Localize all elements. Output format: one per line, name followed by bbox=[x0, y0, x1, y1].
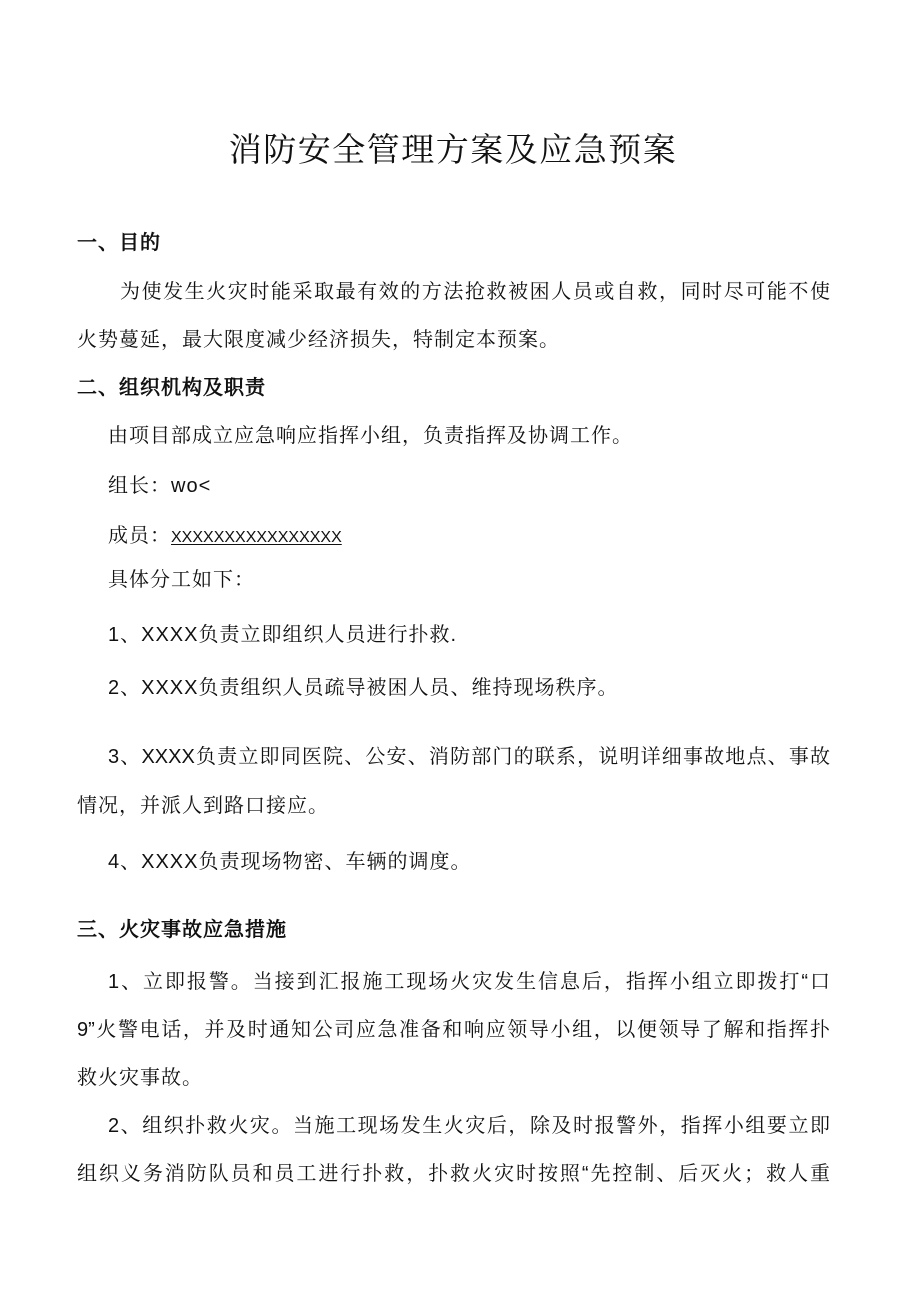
leader-row bbox=[108, 471, 211, 501]
organization-intro: 由项目部成立应急响应指挥小组，负责指挥及协调工作。 bbox=[108, 425, 633, 447]
duty-item-continuation: 情况，并派人到路口接应。 bbox=[77, 795, 329, 817]
document-title: 消防安全管理方案及应急预案 bbox=[228, 131, 678, 168]
duty-item: 4、XXXX负责现场物密、车辆的调度。 bbox=[108, 851, 472, 873]
section-heading-purpose: 一、目的 bbox=[77, 232, 161, 254]
paragraph-line: 火势蔓延，最大限度减少经济损失，特制定本预案。 bbox=[77, 329, 560, 351]
leader-label: 组长： bbox=[108, 475, 171, 497]
measure-line: 救火灾事故。 bbox=[77, 1067, 203, 1089]
duty-item: 3、XXXX负责立即同医院、公安、消防部门的联系，说明详细事故地点、事故 bbox=[108, 746, 830, 768]
members-row bbox=[108, 521, 342, 553]
measure-line: 组织义务消防队员和员工进行扑救，扑救火灾时按照“先控制、后灭火；救人重 bbox=[77, 1163, 830, 1185]
measure-line: 2、组织扑救火灾。当施工现场发生火灾后，除及时报警外，指挥小组要立即 bbox=[108, 1115, 830, 1137]
members-value: XXXXXXXXXXXXXXXX bbox=[171, 529, 342, 546]
leader-value: wo< bbox=[171, 475, 212, 497]
measure-line: 1、立即报警。当接到汇报施工现场火灾发生信息后，指挥小组立即拨打“口 bbox=[108, 971, 830, 993]
measure-line: 9”火警电话，并及时通知公司应急准备和响应领导小组，以便领导了解和指挥扑 bbox=[77, 1019, 830, 1041]
duty-item: 2、XXXX负责组织人员疏导被困人员、维持现场秩序。 bbox=[108, 677, 619, 699]
members-label: 成员： bbox=[108, 525, 171, 547]
paragraph-line: 为使发生火灾时能采取最有效的方法抢救被困人员或自救，同时尽可能不使 bbox=[120, 281, 830, 303]
duty-item: 1、XXXX负责立即组织人员进行扑救. bbox=[108, 624, 458, 646]
section-heading-organization: 二、组织机构及职责 bbox=[77, 377, 266, 399]
division-intro: 具体分工如下： bbox=[108, 569, 255, 591]
section-heading-emergency-measures: 三、火灾事故应急措施 bbox=[77, 919, 287, 941]
